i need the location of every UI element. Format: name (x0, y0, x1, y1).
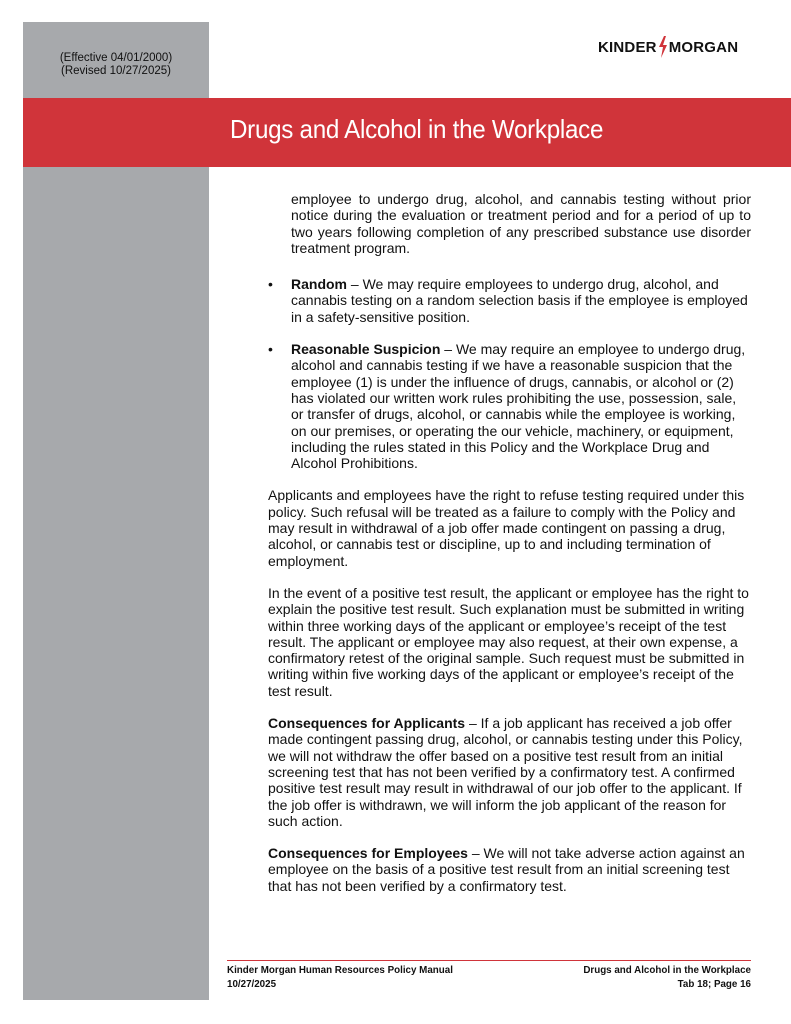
footer-manual: Kinder Morgan Human Resources Policy Manual (227, 965, 453, 976)
positive-result-paragraph: In the event of a positive test result, the applicant or employee has the right to explain the positive test result. Such explanation must be submitted in writing within three working days of the applicant or employee’s receipt of the test result. The applicant or employee may also request, at their own expense, a confirmatory retest of the original sample. Such request must be submitted in writing within five working days of the applicant or employee’s receipt of the test result. (268, 584, 749, 699)
footer-section: Drugs and Alcohol in the Workplace (583, 965, 751, 976)
employees-text: – We will not take adverse action against an employee on the basis of a positive test result from an initial screening test that has not been verified by a confirmatory test. (268, 845, 745, 894)
effective-date: (Effective 04/01/2000) (59, 52, 173, 64)
policy-body (268, 191, 751, 894)
employees-paragraph (268, 845, 751, 894)
policy-dates (23, 52, 209, 78)
bullet-term: Reasonable Suspicion (291, 341, 441, 358)
applicants-text: – If a job applicant has received a job offer made contingent passing drug, alcohol, or cannabis testing under this Policy, we will not withdraw the offer based on a positive test result from an initial screening test that has not been verified by a confirmatory test. A confirmed positive test result may result in withdrawal of our job offer to the applicant. If the job offer is withdrawn, we will inform the job applicant of the reason for such action. (268, 715, 743, 829)
logo-text-left: KINDER (598, 38, 657, 56)
footer-row-1 (227, 965, 751, 976)
footer-row-2 (227, 979, 751, 990)
refusal-paragraph: Applicants and employees have the right to refuse testing required under this policy. Such refusal will be treated as a failure to comply with the Policy and may result in withdrawal of a job offer made contingent on passing a drug, alcohol, or cannabis test or discipline, up to and including termination of employment. (268, 487, 745, 569)
logo-text-right: MORGAN (668, 38, 739, 56)
footer-date: 10/27/2025 (227, 979, 277, 990)
bullet-item-reasonable-suspicion (268, 341, 751, 471)
bullet-item-random (268, 276, 751, 325)
footer-page: Tab 18; Page 16 (677, 979, 751, 990)
continuation-paragraph: employee to undergo drug, alcohol, and cannabis testing without prior notice during the evaluation or treatment period and for a period of up to two years following completion of any prescribed substance use disorder treatment program. (291, 191, 751, 256)
footer-divider (227, 960, 751, 961)
company-logo (598, 37, 738, 57)
bullet-icon: • (268, 276, 273, 293)
bullet-text: – We may require an employee to undergo drug, alcohol and cannabis testing if we have a reasonable suspicion that the employee (1) is under the influence of drugs, cannabis, or alcohol or (2) has violated our written work rules prohibiting the use, possession, sale, or transfer of drugs, alcohol, or cannabis while the employee is working, on our premises, or operating the our vehicle, machinery, or equipment, including the rules stated in this Policy and the Workplace Drug and Alcohol Prohibitions. (291, 341, 746, 472)
applicants-paragraph (268, 715, 751, 829)
applicants-term: Consequences for Applicants (268, 715, 466, 732)
revised-date: (Revised 10/27/2025) (61, 65, 171, 77)
bullet-term: Random (291, 276, 347, 293)
bullet-text: – We may require employees to undergo drug, alcohol, and cannabis testing on a random selection basis if the employee is employed in a safety-sensitive position. (291, 276, 748, 325)
sidebar-band (23, 22, 209, 1000)
bullet-icon: • (268, 341, 273, 358)
lightning-bolt-icon (658, 36, 668, 58)
page-title: Drugs and Alcohol in the Workplace (230, 114, 604, 144)
employees-term: Consequences for Employees (268, 845, 468, 862)
